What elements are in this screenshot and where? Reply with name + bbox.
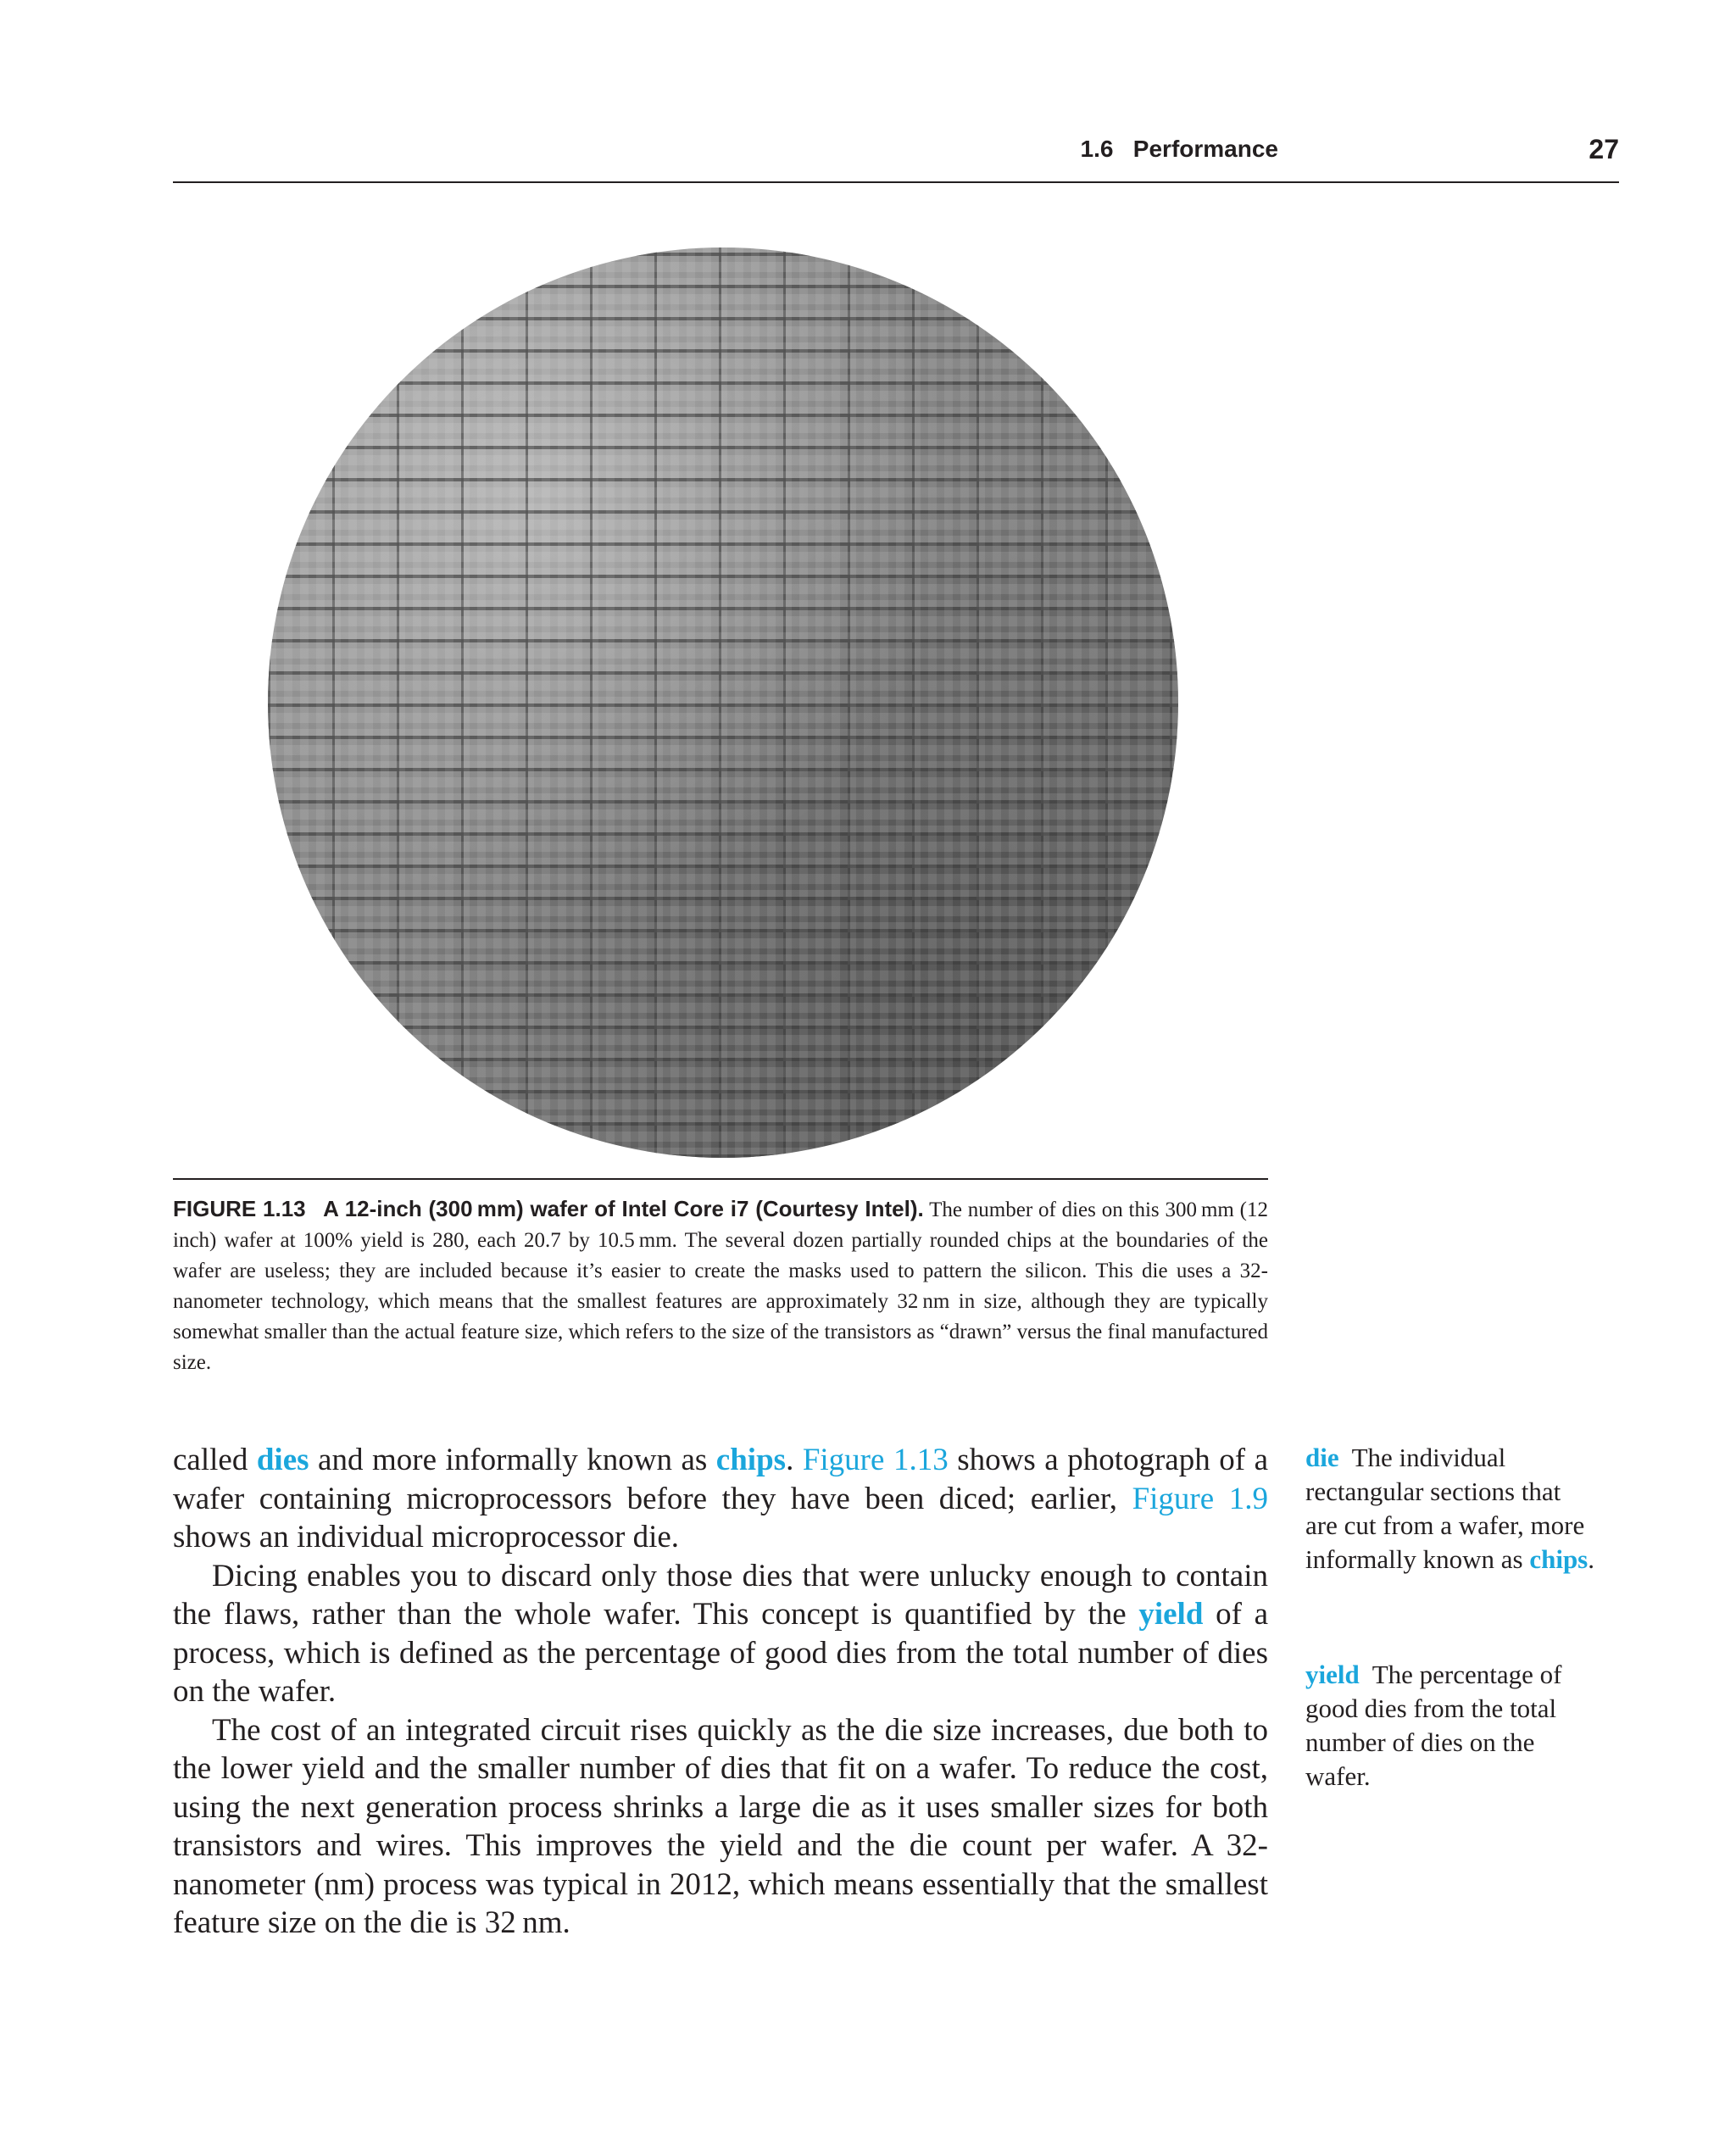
caption-label: FIGURE 1.13 [173,1196,306,1221]
term-chips: chips [715,1443,787,1477]
margin-note-die [1305,1441,1599,1577]
term-dies: dies [256,1443,309,1477]
margin-definition-die: The individual rectangular sections that are cut from a wafer, more informally known as [1305,1443,1585,1574]
text-run: Dicing enables you to discard only those dies that were unlucky enough to contain the flaws, rather than the whole wafer. This concept is quantified by the [173,1558,1268,1632]
caption-title: A 12-inch (300 mm) wafer of Intel Core i7 (Courtesy Intel). [323,1196,924,1221]
link-figure-1-9[interactable]: Figure 1.9 [1132,1481,1268,1516]
margin-end-punct: . [1588,1544,1594,1574]
wafer-photograph [268,247,1178,1158]
paragraph-3: The cost of an integrated circuit rises quickly as the die size increases, due both to the lower yield and the smaller number of dies that fit on a wafer. To reduce the cost, using the next generation process shrinks a large die as it uses smaller sizes for both transistors and wires. This improves the yield and the die count per wafer. A 32-nanometer (nm) process was typical in 2012, which means essentially that the smallest feature size on the die is 32 nm. [173,1712,1268,1940]
page-header [173,127,1619,183]
paragraph-2 [173,1557,1268,1711]
text-run: . [786,1443,803,1477]
paragraph-1 [173,1441,1268,1557]
text-run: called [173,1443,257,1477]
margin-definition-yield: The percentage of good dies from the total number of dies on the wafer. [1305,1660,1562,1791]
text-run: and more informally known as [309,1443,716,1477]
figure-caption [173,1178,1268,1378]
text-run: of a process, which is defined as the percentage of good dies from the total number of dies on the wafer. [173,1597,1268,1709]
margin-term-chips: chips [1529,1544,1589,1574]
running-head: 1.6 Performance [1080,136,1278,162]
term-yield: yield [1138,1597,1204,1632]
page-number: 27 [1589,134,1619,164]
margin-term-yield: yield [1305,1660,1360,1689]
figure-1-13 [268,247,1178,1158]
link-figure-1-13[interactable]: Figure 1.13 [802,1443,949,1477]
text-run: shows an individual microprocessor die. [173,1520,680,1554]
caption-text: The number of dies on this 300 mm (12 inch) wafer at 100% yield is 280, each 20.7 by 10.5 mm. The several dozen partially rounded chips at the boundaries of the wafer are useless; they are included because it’s easier to create the masks used to pattern the silicon. This die uses a 32-nanometer technology, which means that the smallest features are approximately 32 nm in size, although they are typically somewhat smaller than the actual feature size, which refers to the size of the transistors as “drawn” versus the final manufactured size. [173,1198,1268,1374]
text-run: shows a photograph of a wafer containing microprocessors before they have been diced; earlier, [173,1443,1268,1516]
main-text [173,1441,1268,1943]
margin-note-yield [1305,1658,1599,1793]
margin-term-die: die [1305,1443,1339,1472]
